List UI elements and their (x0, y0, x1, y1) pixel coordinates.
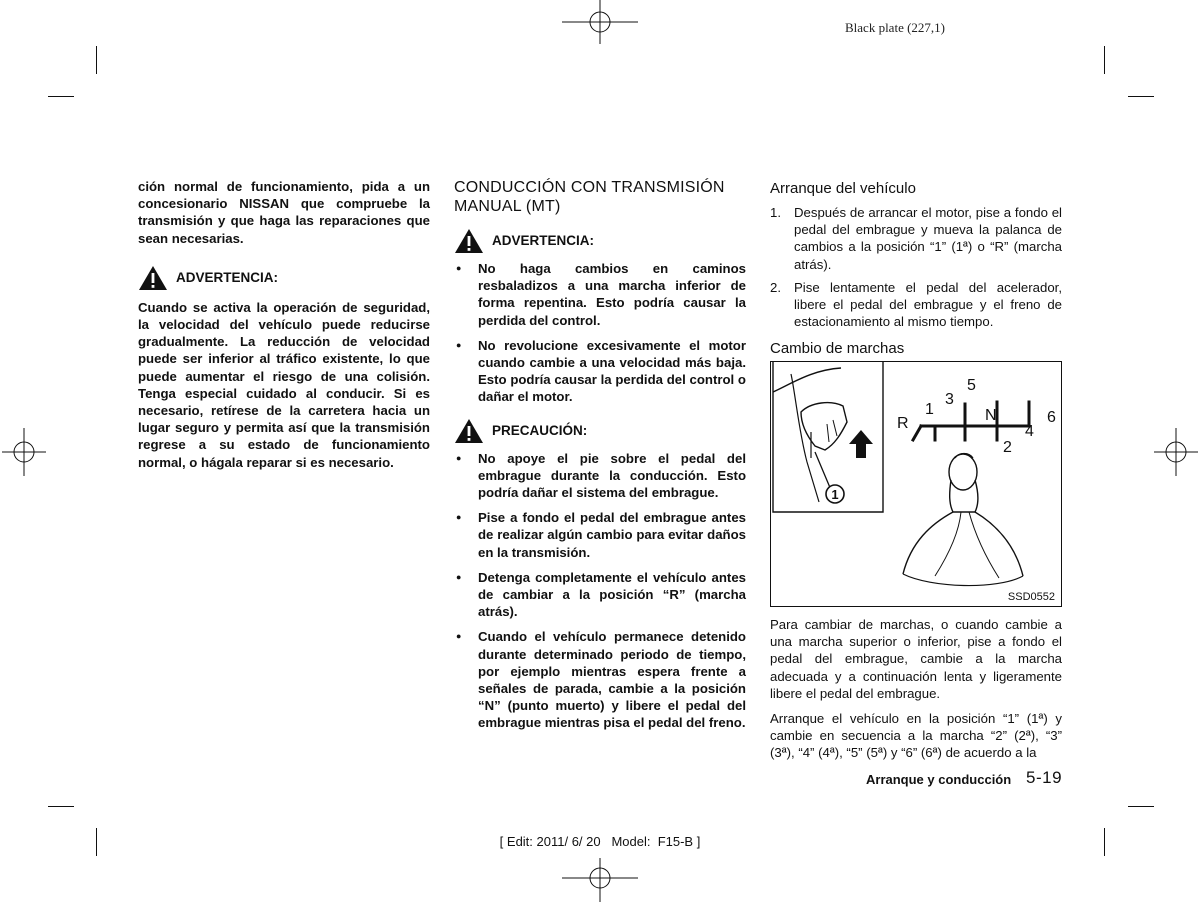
gear-label-r: R (897, 415, 909, 432)
start-title: Arranque del vehículo (770, 180, 916, 197)
edit-info: [ Edit: 2011/ 6/ 20 Model: F15-B ] (499, 834, 701, 849)
list-item: ● No haga cambios en caminos resbaladizos a una marcha inferior de forma repentina. Esto podría causar la perdida del control. (454, 260, 746, 329)
gear-label-2: 2 (1003, 439, 1012, 456)
gear-shift-figure (770, 361, 1062, 607)
page-number: 5-19 (1026, 768, 1063, 787)
gear-label-5: 5 (967, 377, 976, 394)
column-left (138, 178, 430, 471)
intro-paragraph: ción normal de funcionamiento, pida a un concesionario NISSAN que compruebe la transmisión y que haga las reparaciones que sean necesarias. (138, 179, 430, 246)
gear-label-n: N (985, 407, 997, 424)
callout-number: 1 (831, 487, 839, 502)
gear-label-1: 1 (925, 401, 934, 418)
caution-triangle-icon (454, 418, 484, 444)
caution-heading (454, 418, 746, 444)
list-item: ● Cuando el vehículo permanece detenido durante determinado periodo de tiempo, por ejemplo mientras espera frente a señales de parada, cambie a la posición “N” (punto muerto) y libere el pedal del embrague mientras pisa el pedal del freno. (454, 628, 746, 731)
list-item: ● No apoye el pie sobre el pedal del embrague durante la conducción. Esto podría dañar el sistema del embrague. (454, 450, 746, 502)
shift-title: Cambio de marchas (770, 340, 905, 358)
column-middle (454, 178, 746, 740)
step-text: Después de arrancar el motor, pise a fondo el pedal del embrague y mueva la palanca de cambios a la posición “1” (1ª) o “R” (marcha atrás). (794, 205, 1062, 272)
start-sequence-paragraph: Arranque el vehículo en la posición “1” (1ª) y cambie en secuencia a la marcha “2” (2ª), “3” (3ª), “4” (4ª), “5” (5ª) y “6” (6ª) de acuerdo a la (770, 711, 1062, 761)
registration-mark-left (0, 428, 48, 476)
figure-code: SSD0552 (1007, 591, 1055, 603)
warning-heading (454, 228, 746, 254)
warning-triangle-icon (138, 265, 168, 291)
column-right (770, 180, 1062, 358)
warning-heading (138, 265, 430, 291)
list-item (770, 279, 1062, 331)
gear-shift-illustration (771, 362, 1061, 606)
plate-label: Black plate (227,1) (845, 20, 945, 35)
registration-mark-top (562, 0, 638, 46)
list-item: ● Detenga completamente el vehículo antes de cambiar a la posición “R” (marcha atrás). (454, 569, 746, 621)
column-right-bottom (770, 616, 1062, 762)
list-item (770, 204, 1062, 273)
warning-text: Cuando se activa la operación de seguridad, la velocidad del vehículo puede reducirse gradualmente. La reducción de velocidad puede ser inferior al tráfico existente, lo que puede aumentar el riesgo de una colisión. Tenga especial cuidado al conducir. Si es necesario, retírese de la carretera hacia un lugar seguro y permita así que la transmisión regrese a su estado de funcionamiento normal, o hágala reparar si es necesario. (138, 299, 430, 470)
gear-label-4: 4 (1025, 423, 1034, 440)
registration-mark-right (1152, 428, 1200, 476)
warning-title: ADVERTENCIA: (492, 233, 595, 249)
step-number: 2. (770, 279, 781, 295)
section-title: CONDUCCIÓN CON TRANSMISIÓN MANUAL (MT) (454, 179, 725, 215)
start-steps (770, 204, 1062, 330)
caution-list (454, 450, 746, 732)
footer-section-title: Arranque y conducción (866, 772, 1012, 787)
step-number: 1. (770, 205, 781, 220)
list-item: ● Pise a fondo el pedal del embrague antes de realizar algún cambio para evitar daños en la transmisión. (454, 509, 746, 561)
warning-list (454, 260, 746, 406)
warning-triangle-icon (454, 228, 484, 254)
registration-mark-bottom (562, 856, 638, 902)
list-item: ● No revolucione excesivamente el motor cuando cambie a una velocidad más baja. Esto podría causar la perdida del control o dañar el motor. (454, 337, 746, 406)
gear-label-6: 6 (1047, 409, 1056, 426)
step-text: Pise lentamente el pedal del acelerador, libere el pedal del embrague y el freno de estacionamiento al mismo tiempo. (794, 279, 1062, 330)
gear-label-3: 3 (945, 391, 954, 408)
warning-title: ADVERTENCIA: (176, 270, 279, 286)
caution-title: PRECAUCIÓN: (492, 423, 588, 439)
shift-paragraph: Para cambiar de marchas, o cuando cambie a una marcha superior o inferior, pise a fondo el pedal del embrague, cambie a la marcha adecuada y a continuación lenta y ligeramente libere el pedal del embrague. (770, 617, 1062, 701)
